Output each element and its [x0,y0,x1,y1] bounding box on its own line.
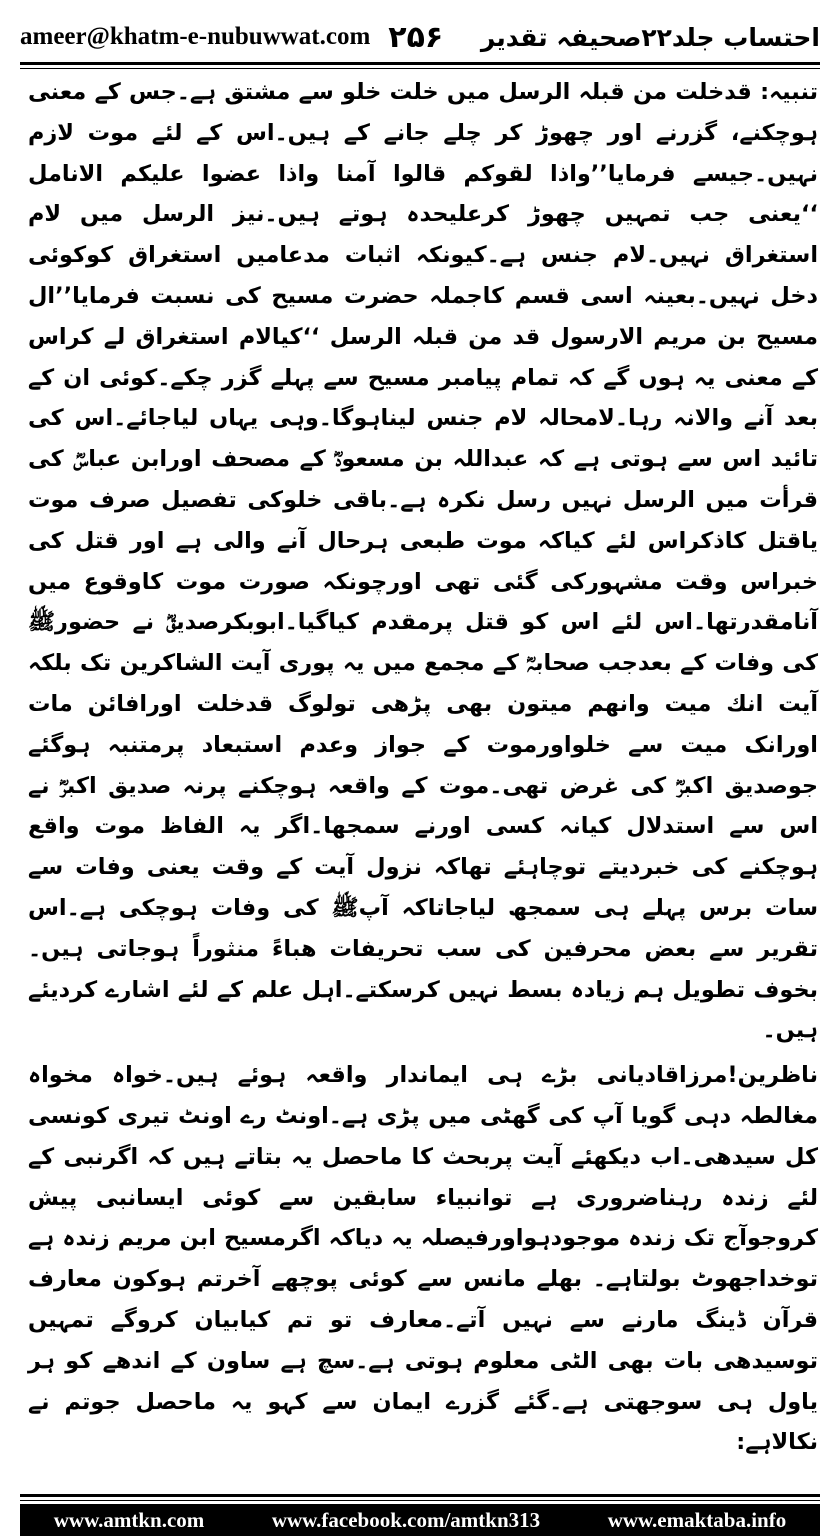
footer-link-emaktaba[interactable]: www.emaktaba.info [607,1507,787,1532]
running-title: احتساب جلد۲۲صحیفہ تقدیر [480,22,820,52]
footer-divider [20,1494,820,1501]
footer-link-bar [20,1504,820,1536]
body-paragraph-1: تنبیہ: قدخلت من قبلہ الرسل میں خلت خلو سے مشتق ہے۔جس کے معنی ہوچکنے، گزرنے اور چھوڑ کر چلے جانے کے ہیں۔اس کے لئے موت لازم نہیں۔جیسے فرمایا’’واذا لقوکم قالوا آمنا واذا عضوا علیکم الانامل ‘‘یعنی جب تمہیں چھوڑ کرعلیحدہ ہوتے ہیں۔نیز الرسل میں لام استغراق نہیں۔لام جنس ہے۔کیونکہ اثبات مدعامیں استغراق کوکوئی دخل نہیں۔بعینہ اسی قسم کاجملہ حضرت مسیح کی نسبت فرمایا’’ال مسیح بن مریم الارسول قد من قبلہ الرسل ‘‘کیالام استغراق لے کراس کے معنی یہ ہوں گے کہ تمام پیامبر مسیح سے پہلے گزر چکے۔کوئی ان کے بعد آنے والانہ رہا۔لامحالہ لام جنس لیناہوگا۔وہی یہاں لیاجائے۔اس کی تائید اس سے ہوتی ہے کہ عبداللہ بن مسعودؓ کے مصحف اورابن عباسؓ کی قرأت میں الرسل نہیں رسل نکرہ ہے۔باقی خلوکی تفصیل صرف موت یاقتل کاذکراس لئے کیاکہ موت طبعی ہرحال آنے والی ہے اور قتل کی خبراس وقت مشہورکی گئی تھی اورچونکہ صورت موت کاوقوع میں آنامقدرتھا۔اس لئے اس کو قتل پرمقدم کیاگیا۔ابوبکرصدیقؓ نے حضورﷺ کی وفات کے بعدجب صحابہؓ کے مجمع میں یہ پوری آیت الشاکرین تک بلکہ آیت انك میت وانھم میتون بھی پڑھی تولوگ قدخلت اورافائن مات اورانک میت سے خلواورموت کے جواز وعدم استبعاد پرمتنبہ ہوگئے جوصدیق اکبرؓ کی غرض تھی۔موت کے واقعہ ہوچکنے پرنہ صدیق اکبرؓ نے اس سے استدلال کیانہ کسی اورنے سمجھا۔اگر یہ الفاظ موت واقع ہوچکنے کی خبردیتے توچاہئے تھاکہ نزول آیت کے وقت یعنی وفات سے سات برس پہلے ہی سمجھ لیاجاتاکہ آپﷺ کی وفات ہوچکی ہے۔اس تقریر سے بعض محرفین کی سب تحریفات ھباءً منثوراً ہوجاتی ہیں۔بخوف تطویل ہم زیادہ بسط نہیں کرسکتے۔اہل علم کے لئے اشارے کردیئے ہیں۔ [28,79,818,1044]
footer-link-facebook[interactable]: www.facebook.com/amtkn313 [271,1507,541,1532]
header-left-group [20,20,443,55]
body-paragraph-2: ناظرین!مرزاقادیانی بڑے ہی ایماندار واقعہ ہوئے ہیں۔خواہ مخواہ مغالطہ دہی گویا آپ کی گھٹی میں پڑی ہے۔اونٹ رے اونٹ تیری کونسی کل سیدھی۔اب دیکھئے آیت پربحث کا ماحصل یہ بتاتے ہیں کہ اگرنبی کے لئے زندہ رہناضروری ہے توانبیاء سابقین سے کوئی ایسانبی پیش کروجوآج تک زندہ موجودہواورفیصلہ یہ دیاکہ اگرمسیح ابن مریم زندہ ہے توخداجھوٹ بولتاہے۔ بھلے مانس سے کوئی پوچھے آخرتم ہوکون معارف قرآن ڈینگ مارنے سے نہیں آتے۔معارف تو تم کیابیان کروگے تمہیں توسیدھی بات بھی الٹی معلوم ہوتی ہے۔سچ ہے ساون کے اندھے کو ہر یاول ہی سوجھتی ہے۔گئے گزرے ایمان سے کہو یہ ماحصل جوتم نے نکالاہے: [28,1062,818,1456]
page-footer [0,1488,840,1540]
page-number: ۲۵۶ [388,19,444,55]
header-divider [20,62,820,69]
page-body [28,72,818,1463]
footer-link-amtkn[interactable]: www.amtkn.com [53,1507,205,1532]
page-header [20,14,820,60]
header-email[interactable]: ameer@khatm-e-nubuwwat.com [20,23,371,50]
